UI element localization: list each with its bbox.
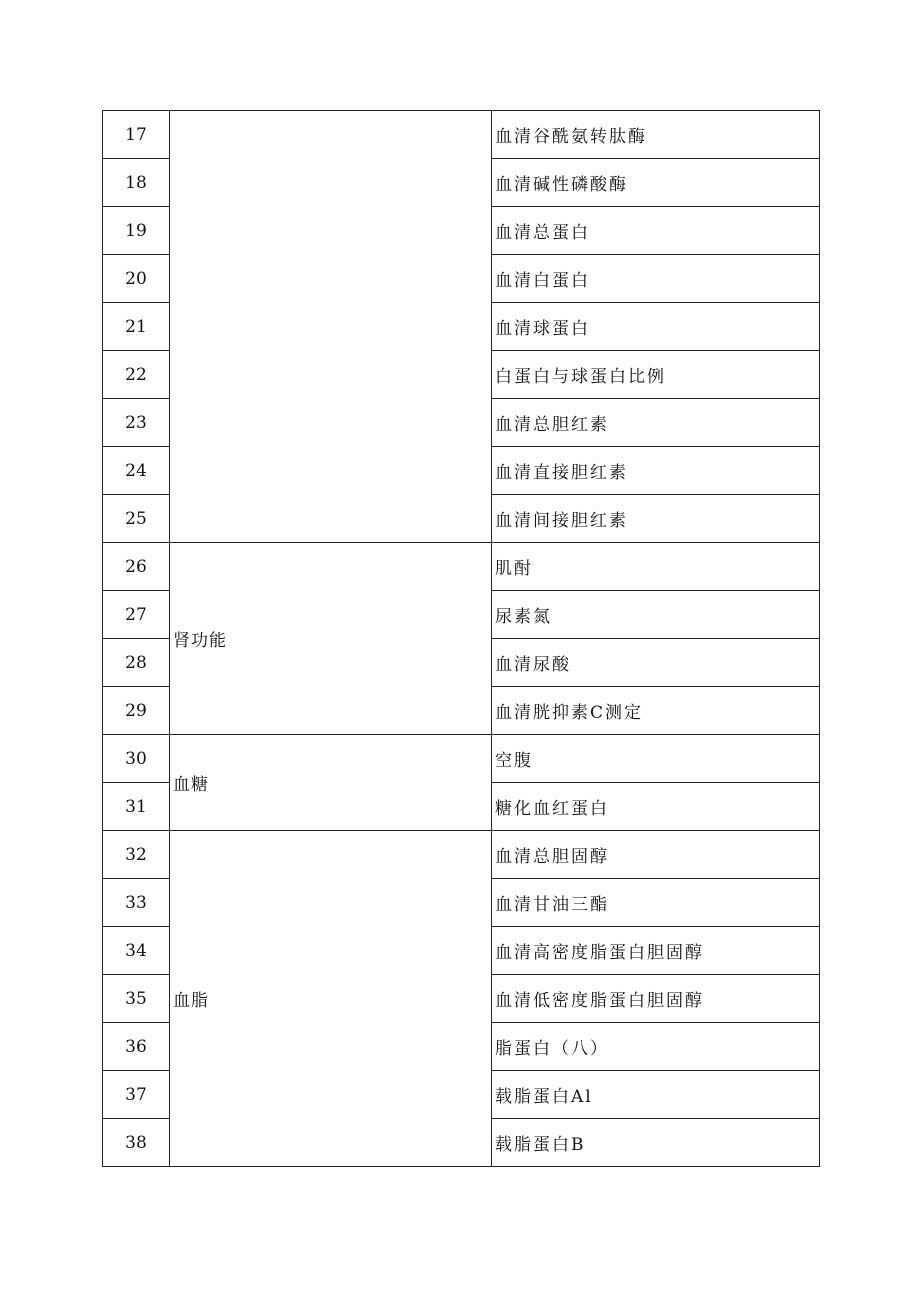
- exam-item: 载脂蛋白B: [492, 1119, 820, 1167]
- category-cell: 血糖: [170, 735, 492, 831]
- row-number: 33: [103, 879, 170, 927]
- exam-item: 血清间接胆红素: [492, 495, 820, 543]
- exam-item: 脂蛋白（八）: [492, 1023, 820, 1071]
- exam-item: 血清球蛋白: [492, 303, 820, 351]
- row-number: 25: [103, 495, 170, 543]
- exam-item: 血清碱性磷酸酶: [492, 159, 820, 207]
- exam-item: 载脂蛋白Al: [492, 1071, 820, 1119]
- row-number: 21: [103, 303, 170, 351]
- row-number: 34: [103, 927, 170, 975]
- row-number: 20: [103, 255, 170, 303]
- table-body: [103, 111, 820, 1167]
- table-row: [103, 111, 820, 159]
- exam-item: 血清直接胆红素: [492, 447, 820, 495]
- row-number: 19: [103, 207, 170, 255]
- row-number: 32: [103, 831, 170, 879]
- exam-item: 血清尿酸: [492, 639, 820, 687]
- row-number: 38: [103, 1119, 170, 1167]
- exam-item: 白蛋白与球蛋白比例: [492, 351, 820, 399]
- row-number: 22: [103, 351, 170, 399]
- exam-item: 空腹: [492, 735, 820, 783]
- row-number: 28: [103, 639, 170, 687]
- exam-item: 血清甘油三酯: [492, 879, 820, 927]
- row-number: 18: [103, 159, 170, 207]
- table-row: [103, 735, 820, 783]
- row-number: 30: [103, 735, 170, 783]
- row-number: 37: [103, 1071, 170, 1119]
- row-number: 31: [103, 783, 170, 831]
- exam-item: 血清总胆固醇: [492, 831, 820, 879]
- row-number: 35: [103, 975, 170, 1023]
- exam-item: 血清高密度脂蛋白胆固醇: [492, 927, 820, 975]
- table-row: [103, 831, 820, 879]
- row-number: 36: [103, 1023, 170, 1071]
- exam-item: 血清谷酰氨转肽酶: [492, 111, 820, 159]
- exam-item: 肌酎: [492, 543, 820, 591]
- row-number: 23: [103, 399, 170, 447]
- row-number: 29: [103, 687, 170, 735]
- exam-item: 血清总胆红素: [492, 399, 820, 447]
- exam-item: 血清总蛋白: [492, 207, 820, 255]
- category-cell: 血脂: [170, 831, 492, 1167]
- category-cell: 肾功能: [170, 543, 492, 735]
- category-cell: [170, 111, 492, 543]
- row-number: 27: [103, 591, 170, 639]
- exam-item: 糖化血红蛋白: [492, 783, 820, 831]
- exam-item: 尿素氮: [492, 591, 820, 639]
- table-row: [103, 543, 820, 591]
- row-number: 26: [103, 543, 170, 591]
- row-number: 17: [103, 111, 170, 159]
- exam-item: 血清胱抑素C测定: [492, 687, 820, 735]
- row-number: 24: [103, 447, 170, 495]
- exam-item: 血清白蛋白: [492, 255, 820, 303]
- exam-items-table: [102, 110, 820, 1167]
- exam-item: 血清低密度脂蛋白胆固醇: [492, 975, 820, 1023]
